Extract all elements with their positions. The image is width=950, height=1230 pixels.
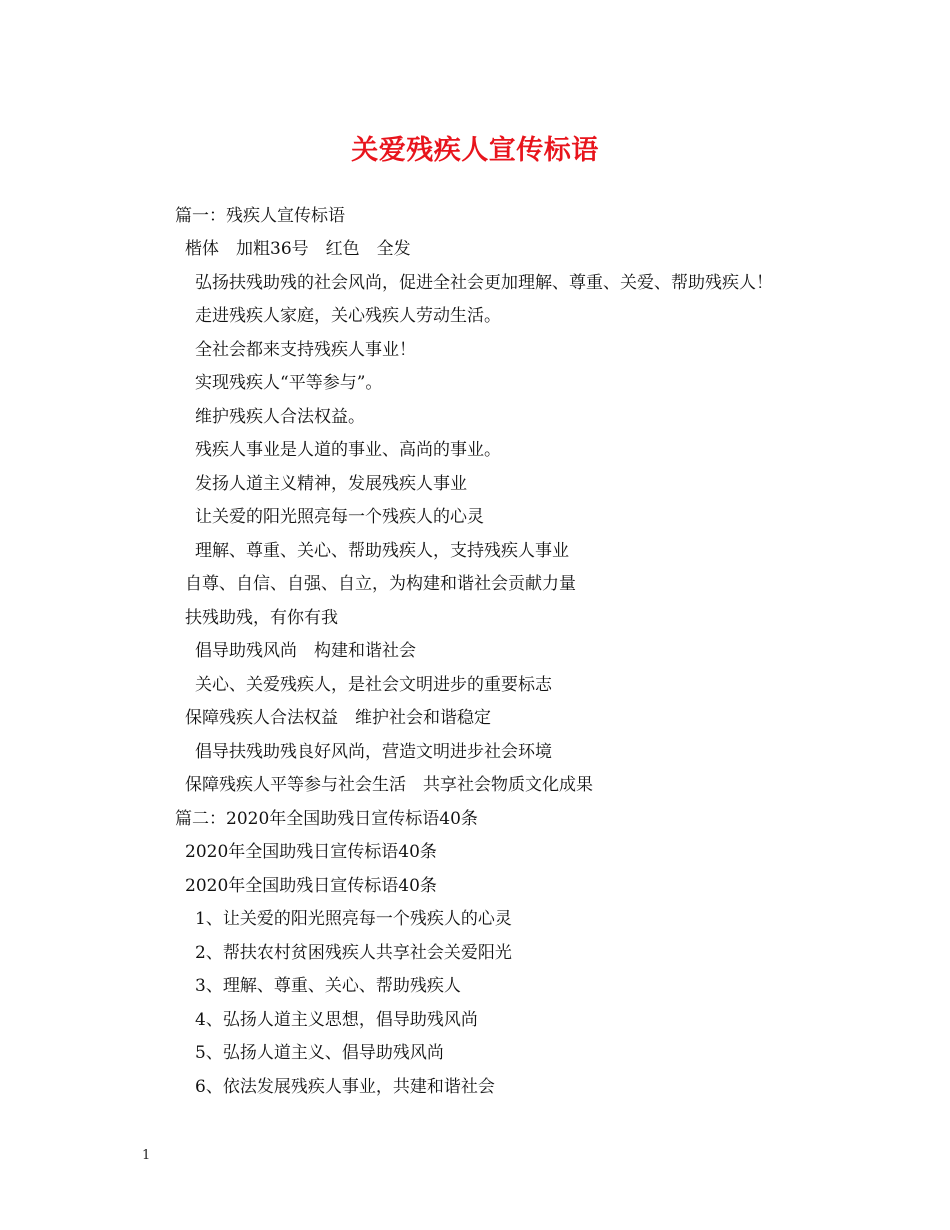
list-item: 4、弘扬人道主义思想，倡导助残风尚: [195, 1010, 478, 1030]
text-line: 走进残疾人家庭，关心残疾人劳动生活。: [195, 306, 501, 326]
text-line: 自尊、自信、自强、自立，为构建和谐社会贡献力量: [185, 574, 576, 594]
section-heading: 篇一：残疾人宣传标语: [175, 206, 345, 226]
text-line: 扶残助残，有你有我: [185, 608, 338, 628]
section-heading: 篇二：2020年全国助残日宣传标语40条: [175, 809, 478, 829]
text-line: 维护残疾人合法权益。: [195, 407, 365, 427]
text-line: 2020年全国助残日宣传标语40条: [185, 876, 437, 896]
text-line: 实现残疾人“平等参与”。: [195, 373, 383, 393]
text-line: 发扬人道主义精神，发展残疾人事业: [195, 474, 467, 494]
text-line: 全社会都来支持残疾人事业！: [195, 340, 416, 360]
text-line: 残疾人事业是人道的事业、高尚的事业。: [195, 440, 501, 460]
text-line: 倡导助残风尚 构建和谐社会: [195, 641, 416, 661]
text-line: 保障残疾人平等参与社会生活 共享社会物质文化成果: [185, 775, 593, 795]
text-line: 关心、关爱残疾人，是社会文明进步的重要标志: [195, 675, 552, 695]
list-item: 2、帮扶农村贫困残疾人共享社会关爱阳光: [195, 943, 512, 963]
text-line: 楷体 加粗36号 红色 全发: [185, 239, 411, 259]
text-line: 理解、尊重、关心、帮助残疾人，支持残疾人事业: [195, 541, 569, 561]
text-line: 保障残疾人合法权益 维护社会和谐稳定: [185, 708, 491, 728]
list-item: 3、理解、尊重、关心、帮助残疾人: [195, 976, 461, 996]
document-title: 关爱残疾人宣传标语: [351, 135, 599, 166]
list-item: 6、依法发展残疾人事业，共建和谐社会: [195, 1077, 495, 1097]
text-line: 2020年全国助残日宣传标语40条: [185, 842, 437, 862]
page-number: 1: [142, 1148, 151, 1163]
text-line: 弘扬扶残助残的社会风尚，促进全社会更加理解、尊重、关爱、帮助残疾人！: [195, 273, 773, 293]
text-line: 倡导扶残助残良好风尚，营造文明进步社会环境: [195, 742, 552, 762]
text-line: 让关爱的阳光照亮每一个残疾人的心灵: [195, 507, 484, 527]
list-item: 5、弘扬人道主义、倡导助残风尚: [195, 1043, 444, 1063]
list-item: 1、让关爱的阳光照亮每一个残疾人的心灵: [195, 909, 512, 929]
